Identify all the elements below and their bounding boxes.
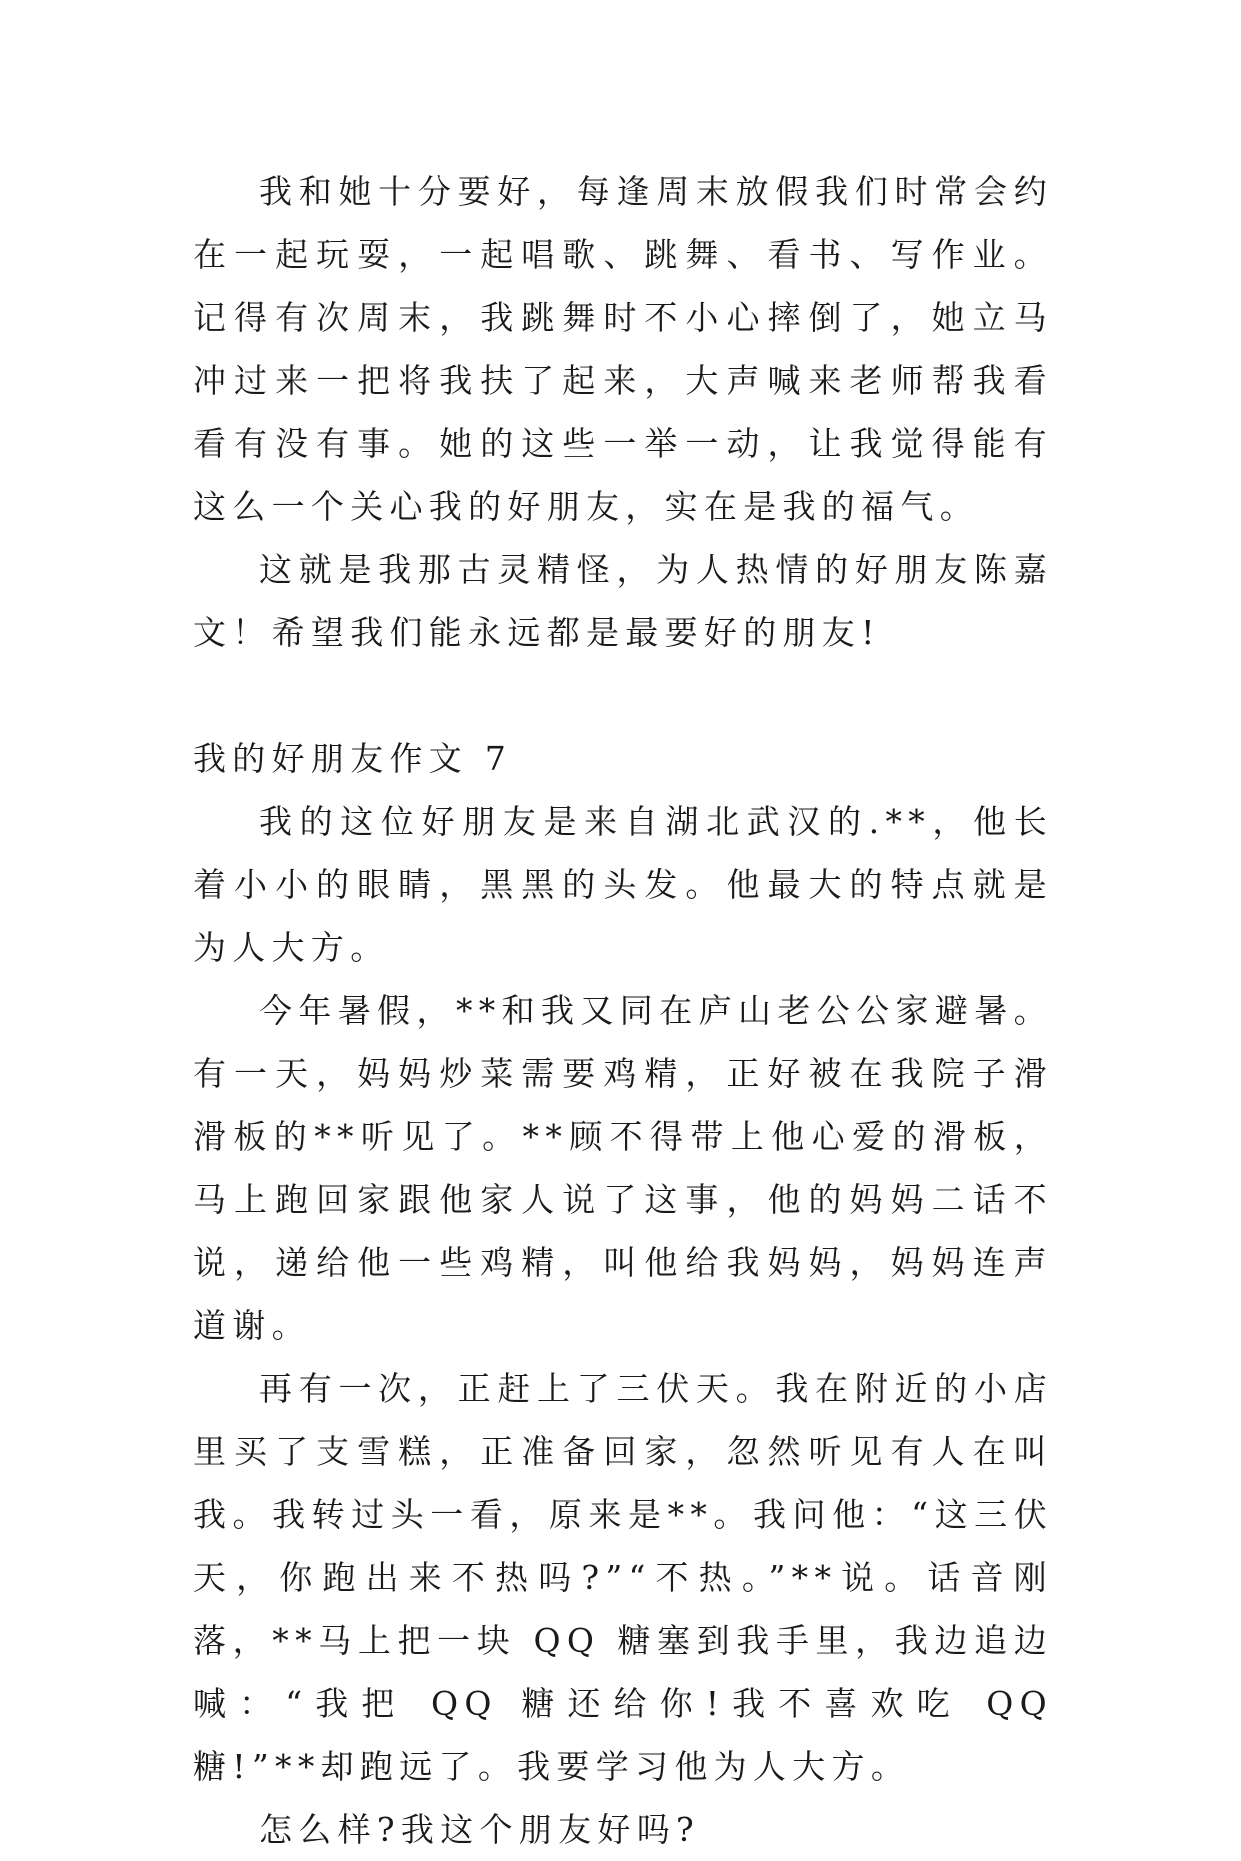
paragraph: 怎么样?我这个朋友好吗? — [259, 1810, 700, 1849]
paragraph: 我和她十分要好，每逢周末放假我们时常会约在一起玩耍，一起唱歌、跳舞、看书、写作业。记得有次周末，我跳舞时不小心摔倒了，她立马冲过来一把将我扶了起来，大声喊来老师帮我看看有没有事。她的这些一举一动，让我觉得能有这么一个关心我的好朋友，实在是我的福气。 — [193, 172, 1053, 526]
paragraph: 这就是我那古灵精怪，为人热情的好朋友陈嘉文！希望我们能永远都是最要好的朋友! — [193, 550, 1053, 652]
paragraph: 我的这位好朋友是来自湖北武汉的.**，他长着小小的眼睛，黑黑的头发。他最大的特点就是为人大方。 — [193, 802, 1053, 967]
section-spacer — [193, 664, 1053, 727]
paragraph: 再有一次，正赶上了三伏天。我在附近的小店里买了支雪糕，正准备回家，忽然听见有人在叫我。我转过头一看，原来是**。我问他：“这三伏天，你跑出来不热吗?”“不热。”**说。话音刚落，**马上把一块 QQ 糖塞到我手里，我边追边喊：“我把 QQ 糖还给你!我不喜欢吃 QQ 糖!”**却跑远了。我要学习他为人大方。 — [193, 1369, 1070, 1786]
paragraph: 今年暑假，**和我又同在庐山老公公家避暑。有一天，妈妈炒菜需要鸡精，正好被在我院子滑滑板的**听见了。**顾不得带上他心爱的滑板，马上跑回家跟他家人说了这事，他的妈妈二话不说，递给他一些鸡精，叫他给我妈妈，妈妈连声道谢。 — [193, 991, 1053, 1345]
document-body — [193, 160, 1070, 1861]
essay-heading: 我的好朋友作文 7 — [193, 739, 513, 778]
